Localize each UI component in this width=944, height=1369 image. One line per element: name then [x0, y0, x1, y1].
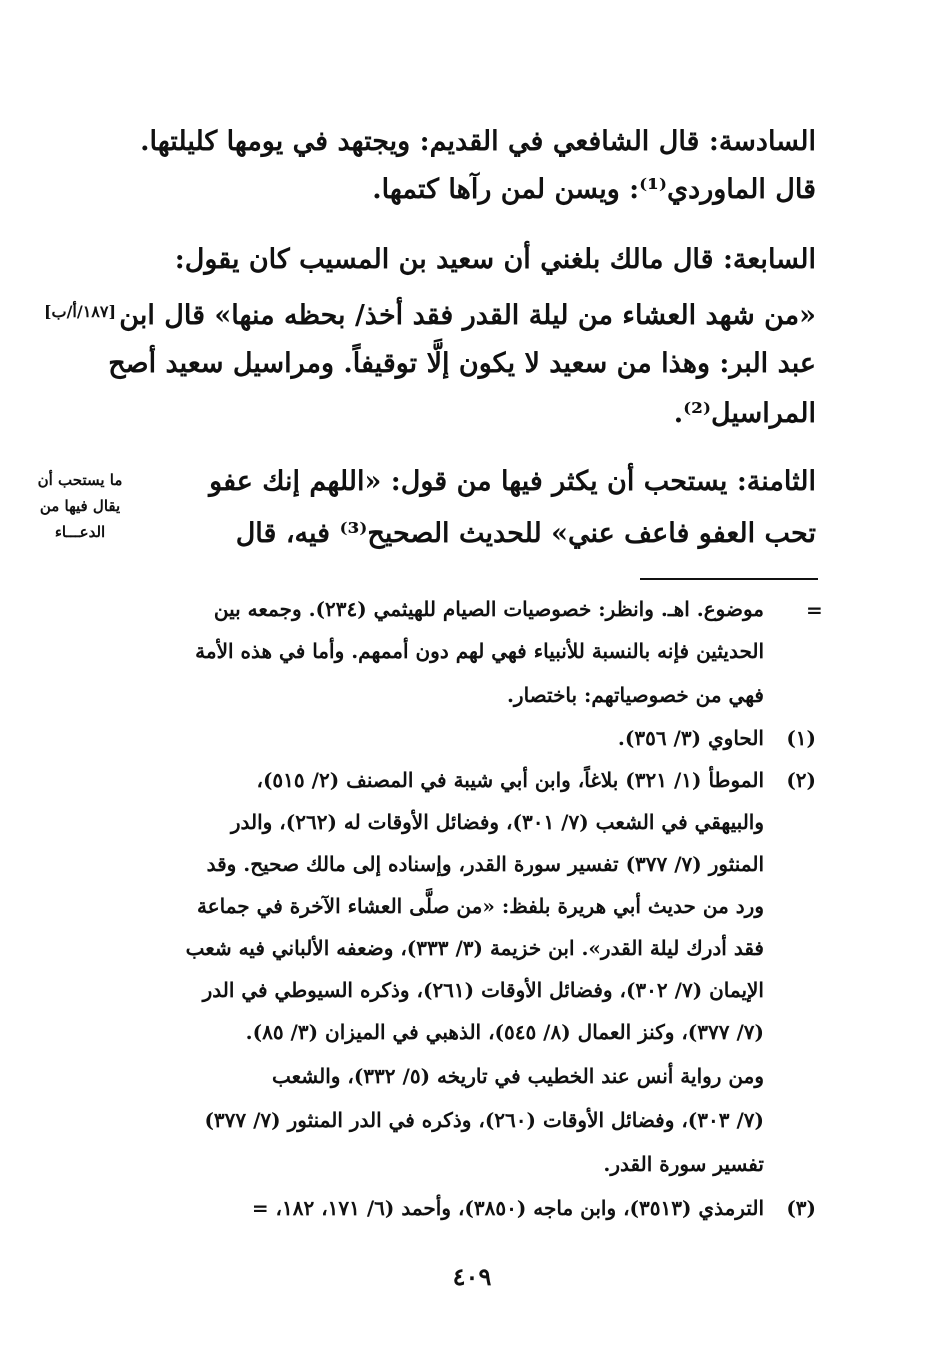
body-line-2: قال الماوردي⁽¹⁾: ويسن لمن رآها كتمها.	[372, 174, 816, 205]
footnote-2-line-1: الموطأ (١/ ٣٢١) بلاغاً، وابن أبي شيبة في المصنف (٢/ ٥١٥)،	[256, 768, 764, 792]
footnote-continuation-line-3: فهي من خصوصياتهم: باختصار.	[506, 683, 764, 707]
footnote-2-line-9: (٧/ ٣٠٣)، وفضائل الأوقات (٢٦٠)، وذكره في الدر المنثور (٧/ ٣٧٧)	[204, 1108, 764, 1132]
margin-note-line-3: الدعـــاء	[54, 523, 106, 541]
footnote-continuation-line-2: الحديثين فإنه بالنسبة للأنبياء فهي لهم دون أممهم. وأما في هذه الأمة	[195, 639, 764, 663]
footnote-continuation-line-1: موضوع. اهـ. وانظر: خصوصيات الصيام للهيثمي (٢٣٤). وجمعه بين	[213, 597, 764, 621]
margin-note-line-2: يقال فيها من	[39, 497, 121, 515]
page-number: ٤٠٩	[452, 1262, 492, 1291]
body-line-5: عبد البر: وهذا من سعيد لا يكون إلَّا توقيفاً. ومراسيل سعيد أصح	[108, 348, 816, 379]
footnote-2-line-4: ورد من حديث أبي هريرة بلفظ: «من صلَّى العشاء الآخرة في جماعة	[196, 894, 764, 918]
footnote-3-line-1: الترمذي (٣٥١٣)، وابن ماجه (٣٨٥٠)، وأحمد (٦/ ١٧١، ١٨٢، =	[251, 1196, 764, 1220]
footnote-2-line-10: تفسير سورة القدر.	[603, 1152, 764, 1176]
footnote-2-line-3: المنثور (٧/ ٣٧٧) تفسير سورة القدر، وإسناده إلى مالك صحيح. وقد	[206, 852, 764, 876]
footnote-2-line-7: (٧/ ٣٧٧)، وكنز العمال (٨/ ٥٤٥)، الذهبي في الميزان (٣/ ٨٥).	[245, 1020, 764, 1044]
margin-note-line-1: ما يستحب أن	[37, 471, 123, 489]
footnote-2-number: (٢)	[786, 768, 816, 792]
footnote-2-line-6: الإيمان (٧/ ٣٠٢)، وفضائل الأوقات (٢٦١)، وذكره السيوطي في الدر	[202, 978, 764, 1002]
folio-reference: [١٨٧/أ/ب]	[43, 302, 117, 321]
footnote-3-number: (٣)	[786, 1196, 816, 1220]
continuation-marker: =	[806, 598, 823, 622]
footnote-2-line-5: فقد أدرك ليلة القدر». ابن خزيمة (٣/ ٣٣٣)، وضعفه الألباني فيه شعب	[185, 936, 764, 960]
footnote-1-number: (١)	[786, 726, 816, 750]
body-line-7: الثامنة: يستحب أن يكثر فيها من قول: «اللهم إنك عفو	[209, 466, 816, 497]
footnote-2-line-2: والبيهقي في الشعب (٧/ ٣٠١)، وفضائل الأوقات له (٢٦٢)، والدر	[230, 810, 764, 834]
body-line-4: «من شهد العشاء من ليلة القدر فقد أخذ/ بحظه منها» قال ابن	[119, 300, 816, 331]
body-line-8: تحب العفو فاعف عني» للحديث الصحيح⁽³⁾ فيه، قال	[235, 518, 816, 549]
body-line-6: المراسيل⁽²⁾.	[673, 398, 816, 429]
body-line-3: السابعة: قال مالك بلغني أن سعيد بن المسيب كان يقول:	[174, 244, 816, 275]
body-line-1: السادسة: قال الشافعي في القديم: ويجتهد في يومها كليلتها.	[140, 126, 816, 157]
footnote-separator	[640, 578, 818, 580]
footnote-1-text: الحاوي (٣/ ٣٥٦).	[617, 726, 764, 750]
footnote-2-line-8: ومن رواية أنس عند الخطيب في تاريخه (٥/ ٣٣٢)، والشعب	[271, 1064, 764, 1088]
